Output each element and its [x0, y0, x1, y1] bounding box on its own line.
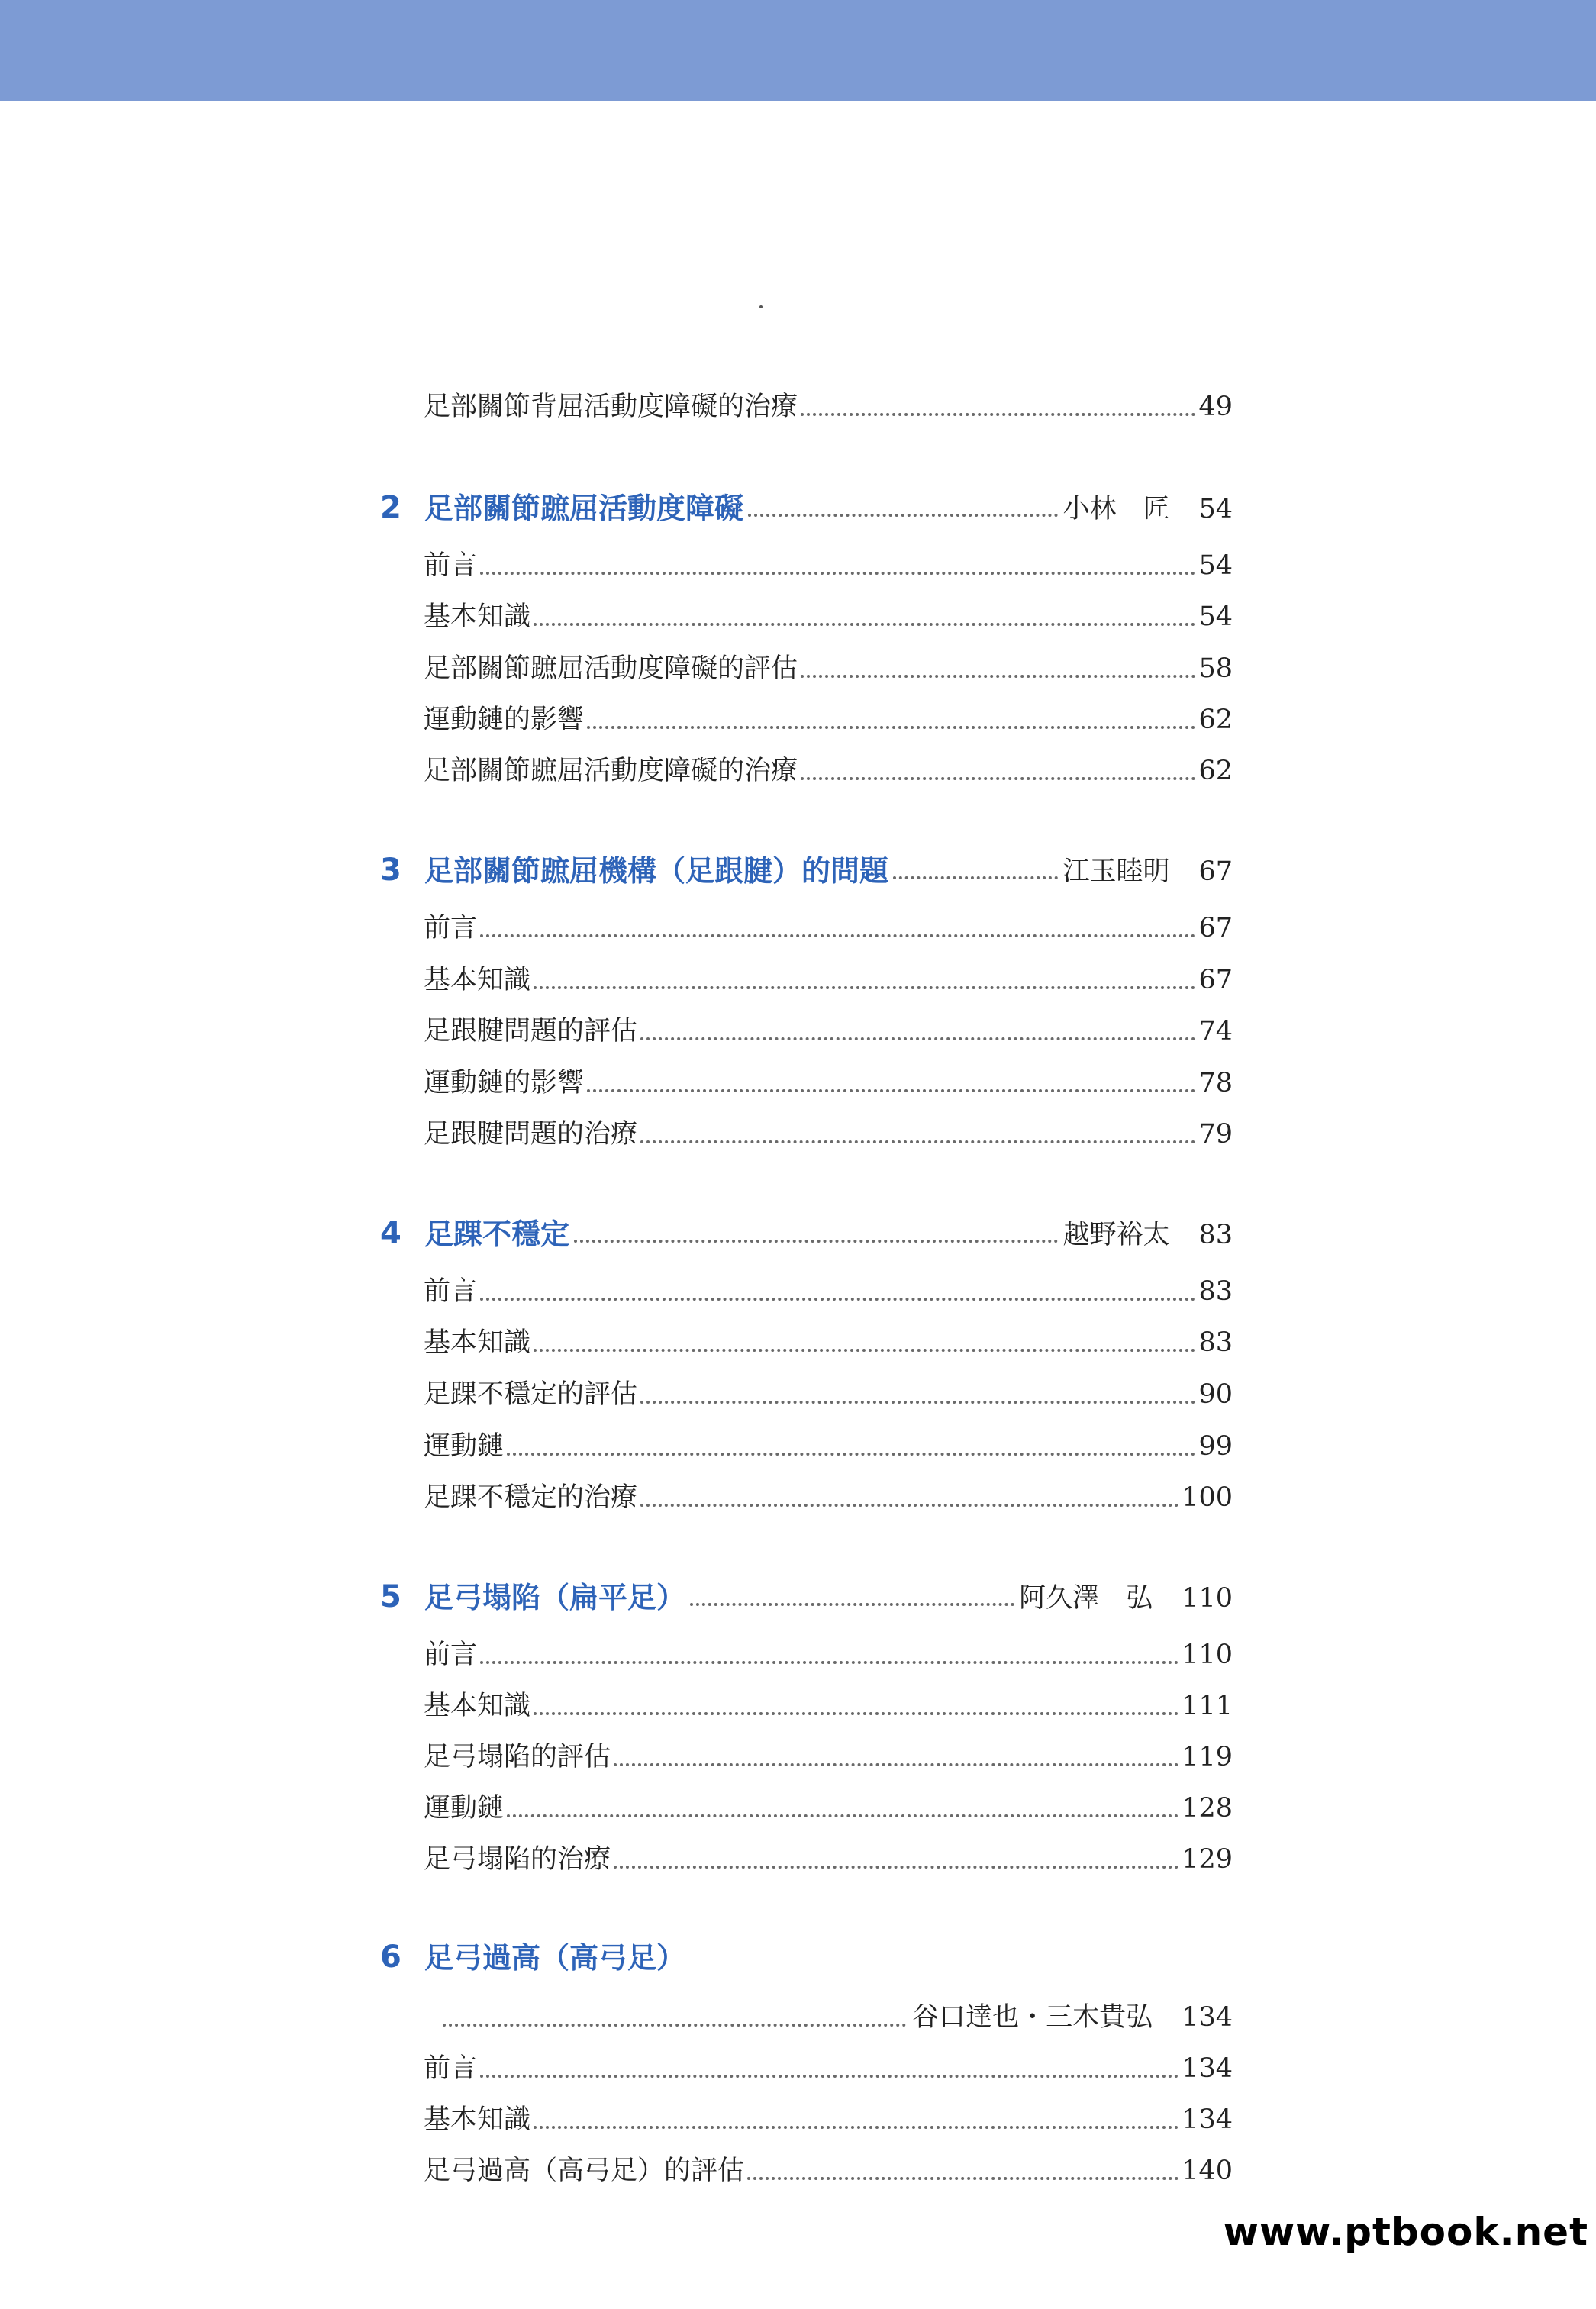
dot-leader	[690, 1603, 1014, 1606]
dot-leader	[480, 934, 1195, 937]
entry-label: 足弓塌陷的評估	[424, 1742, 611, 1772]
entry-page: 100	[1182, 1482, 1233, 1513]
toc-entry[interactable]	[424, 2091, 1233, 2133]
chapter-page: 83	[1198, 1220, 1233, 1250]
entry-label: 足弓過高（高弓足）的評估	[424, 2156, 745, 2186]
entry-label: 基本知識	[424, 965, 531, 995]
dot-leader	[534, 1712, 1178, 1715]
entry-page: 54	[1198, 550, 1233, 581]
dot-leader	[534, 986, 1195, 989]
dot-leader	[801, 675, 1195, 678]
entry-page: 62	[1198, 705, 1233, 735]
dot-leader	[747, 2177, 1178, 2180]
entry-page: 49	[1198, 392, 1233, 422]
toc-entry[interactable]	[424, 1002, 1233, 1045]
dot-leader	[480, 572, 1195, 575]
chapter-heading[interactable]	[380, 477, 1233, 523]
chapter-number: 6	[380, 1940, 401, 1975]
chapter-title: 足弓過高（高弓足）	[424, 1941, 686, 1975]
stray-mark	[759, 305, 763, 308]
toc-entry[interactable]	[424, 1314, 1233, 1356]
toc-entry[interactable]	[424, 1054, 1233, 1097]
dot-leader	[640, 1504, 1178, 1507]
toc-entry[interactable]	[424, 1417, 1233, 1460]
toc-entry[interactable]	[424, 899, 1233, 942]
dot-leader	[534, 1349, 1195, 1352]
entry-page: 99	[1198, 1431, 1233, 1462]
chapter-author: 阿久澤 弘	[1019, 1583, 1153, 1614]
toc-entry[interactable]	[424, 1830, 1233, 1873]
toc-entry[interactable]	[424, 2142, 1233, 2185]
chapter-title: 足部關節蹠屈活動度障礙	[424, 492, 744, 525]
entry-label: 前言	[424, 550, 478, 581]
dot-leader	[640, 1140, 1195, 1143]
entry-label: 運動鏈的影響	[424, 705, 585, 735]
entry-page: 78	[1198, 1068, 1233, 1098]
entry-page: 83	[1198, 1327, 1233, 1358]
chapter-author: 江玉睦明	[1062, 856, 1170, 887]
entry-page: 134	[1182, 2104, 1233, 2135]
entry-label: 足踝不穩定的評估	[424, 1379, 638, 1410]
chapter-page: 134	[1182, 2002, 1233, 2033]
toc-entry[interactable]	[424, 1263, 1233, 1305]
chapter-author: 越野裕太	[1062, 1220, 1170, 1250]
entry-page: 129	[1182, 1844, 1233, 1875]
chapter-number: 2	[380, 490, 401, 525]
entry-label: 運動鏈	[424, 1793, 505, 1824]
chapter-heading[interactable]	[380, 1927, 1233, 1975]
toc-entry[interactable]	[424, 537, 1233, 579]
chapter-heading[interactable]	[380, 840, 1233, 888]
toc-entry[interactable]	[424, 1728, 1233, 1771]
dot-leader	[587, 726, 1195, 729]
entry-page: 67	[1198, 913, 1233, 943]
chapter-title: 足部關節蹠屈機構（足跟腱）的問題	[424, 854, 889, 888]
chapter-heading[interactable]	[380, 1566, 1233, 1612]
toc-entry[interactable]	[424, 742, 1233, 785]
toc-entry[interactable]	[424, 1779, 1233, 1822]
dot-leader	[801, 413, 1195, 416]
entry-label: 足部關節蹠屈活動度障礙的治療	[424, 756, 798, 786]
toc-entry[interactable]	[424, 1626, 1233, 1669]
entry-page: 140	[1182, 2156, 1233, 2186]
entry-page: 110	[1182, 1640, 1233, 1670]
entry-label: 足弓塌陷的治療	[424, 1844, 611, 1875]
entry-label: 足跟腱問題的治療	[424, 1119, 638, 1150]
chapter-author: 小林 匠	[1062, 494, 1170, 524]
toc-entry[interactable]	[424, 378, 1233, 421]
dot-leader	[507, 1814, 1178, 1817]
dot-leader	[574, 1240, 1058, 1243]
chapter-title: 足弓塌陷（扁平足）	[424, 1581, 686, 1614]
dot-leader	[614, 1763, 1178, 1766]
top-color-band	[0, 0, 1596, 101]
dot-leader	[587, 1089, 1195, 1092]
toc-entry[interactable]	[424, 1105, 1233, 1148]
dot-leader	[614, 1866, 1178, 1869]
dot-leader	[640, 1037, 1195, 1040]
dot-leader	[534, 2126, 1178, 2129]
toc-entry[interactable]	[424, 691, 1233, 734]
chapter-author: 谷口達也・三木貴弘	[912, 2002, 1153, 2033]
entry-label: 足跟腱問題的評估	[424, 1016, 638, 1046]
chapter-number: 3	[380, 853, 401, 888]
dot-leader	[480, 1661, 1178, 1664]
toc-entry[interactable]	[424, 640, 1233, 682]
dot-leader	[507, 1453, 1195, 1456]
chapter-author-line[interactable]	[443, 1988, 1233, 2031]
dot-leader	[640, 1401, 1195, 1404]
dot-leader	[534, 623, 1195, 626]
entry-page: 134	[1182, 2053, 1233, 2084]
toc-entry[interactable]	[424, 588, 1233, 630]
dot-leader	[480, 2075, 1178, 2078]
entry-label: 前言	[424, 913, 478, 943]
chapter-title: 足踝不穩定	[424, 1217, 570, 1251]
entry-label: 基本知識	[424, 2104, 531, 2135]
entry-label: 運動鏈	[424, 1431, 505, 1462]
entry-page: 90	[1198, 1379, 1233, 1410]
toc-entry[interactable]	[424, 1366, 1233, 1408]
entry-label: 足部關節背屈活動度障礙的治療	[424, 392, 798, 422]
entry-page: 111	[1182, 1691, 1233, 1721]
chapter-number: 4	[380, 1216, 401, 1251]
entry-label: 前言	[424, 1640, 478, 1670]
dot-leader	[893, 876, 1058, 879]
entry-label: 足踝不穩定的治療	[424, 1482, 638, 1513]
toc-entry[interactable]	[424, 2040, 1233, 2082]
entry-page: 58	[1198, 653, 1233, 684]
chapter-page: 110	[1182, 1583, 1233, 1614]
entry-label: 前言	[424, 2053, 478, 2084]
entry-label: 基本知識	[424, 601, 531, 632]
entry-page: 67	[1198, 965, 1233, 995]
entry-label: 基本知識	[424, 1691, 531, 1721]
dot-leader	[443, 2024, 906, 2027]
watermark: www.ptbook.net	[1223, 2210, 1588, 2254]
entry-page: 128	[1182, 1793, 1233, 1824]
dot-leader	[748, 514, 1058, 517]
entry-label: 前言	[424, 1276, 478, 1307]
entry-page: 62	[1198, 756, 1233, 786]
entry-page: 83	[1198, 1276, 1233, 1307]
entry-page: 54	[1198, 601, 1233, 632]
entry-page: 79	[1198, 1119, 1233, 1150]
entry-label: 運動鏈的影響	[424, 1068, 585, 1098]
chapter-heading[interactable]	[380, 1203, 1233, 1249]
entry-label: 基本知識	[424, 1327, 531, 1358]
dot-leader	[801, 777, 1195, 780]
dot-leader	[480, 1298, 1195, 1301]
entry-label: 足部關節蹠屈活動度障礙的評估	[424, 653, 798, 684]
toc-entry[interactable]	[424, 951, 1233, 994]
chapter-page: 67	[1198, 856, 1233, 887]
toc-entry[interactable]	[424, 1469, 1233, 1511]
entry-page: 119	[1182, 1742, 1233, 1772]
chapter-page: 54	[1198, 494, 1233, 524]
chapter-number: 5	[380, 1579, 401, 1614]
toc-entry[interactable]	[424, 1677, 1233, 1720]
entry-page: 74	[1198, 1016, 1233, 1046]
